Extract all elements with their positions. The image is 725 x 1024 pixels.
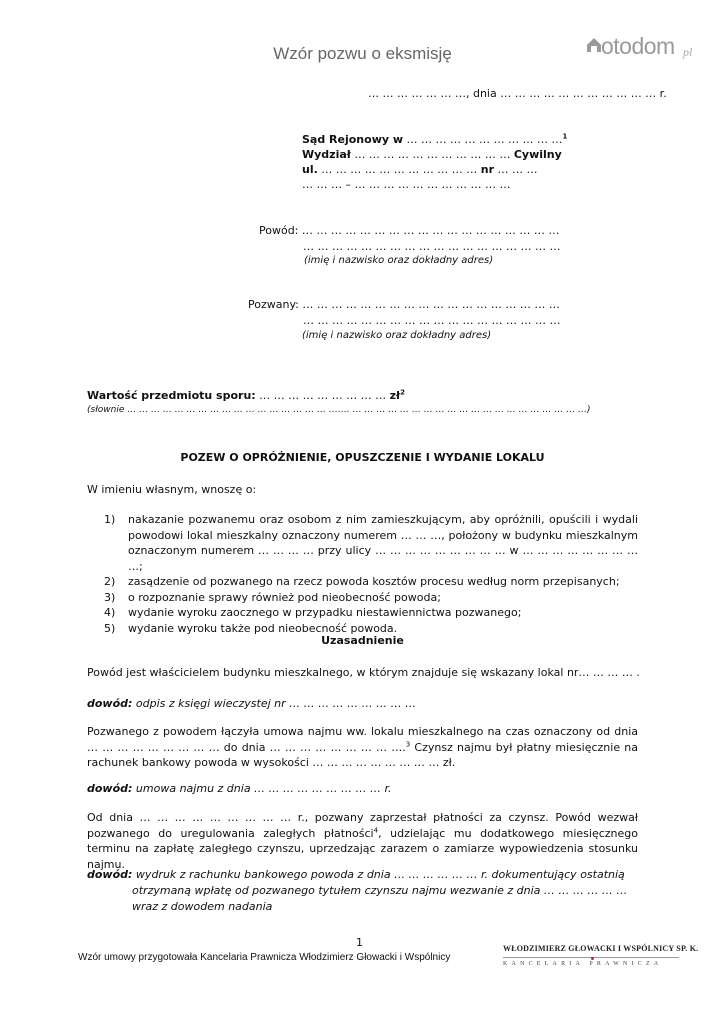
red-dot-icon (591, 957, 594, 960)
evidence-2: dowód: umowa najmu z dnia … … … … … … … … … r. (87, 782, 392, 795)
footnote-ref-3: 3 (405, 739, 411, 748)
defendant-caption: (imię i nazwisko oraz dokładny adres) (302, 330, 492, 341)
list-item: 2) zasądzenie od pozwanego na rzecz powoda kosztów procesu według norm przepisanych; (104, 575, 620, 588)
document-header-title: Wzór pozwu o eksmisję (273, 44, 452, 63)
otodom-logo (585, 33, 710, 63)
list-item: 4) wydanie wyroku zaocznego w przypadku niestawiennictwa pozwanego; (104, 606, 522, 619)
logo-text: otodom (601, 33, 675, 59)
evidence-3-line-1: dowód: wydruk z rachunku bankowego powoda z dnia … … … … … … r. dokumentujący ostatnią (87, 868, 625, 881)
evidence-1: dowód: odpis z księgi wieczystej nr … … … … … … … … … (87, 697, 417, 710)
requests-list (104, 512, 638, 636)
paragraph-lease: Pozwanego z powodem łączyła umowa najmu ww. lokalu mieszkalnego na czas oznaczony od dnia … … … … … … … … … do dnia … … … … … … … … ….$^3$ Czynsz najmu był płatny miesięcznie na rachunek bankowy powoda w wysokości … … … … … … … … … zł. (87, 725, 638, 769)
justification-heading: Uzasadnienie (321, 634, 404, 647)
firm-name: WŁODZIMIERZ GŁOWACKI I WSPÓLNICY SP. K. (503, 944, 699, 953)
paragraph-ownership: Powód jest właścicielem budynku mieszkalnego, w którym znajduje się wskazany lokal nr… … … … . (87, 666, 640, 679)
court-line-1: Sąd Rejonowy w … … … … … … … … … … …$^1$ (302, 132, 568, 146)
law-firm-logo (503, 944, 699, 967)
list-item: 1) nakazanie pozwanemu oraz osobom z nim zamieszkującym, aby opróżnili, opuścili i wydali powodowi lokal mieszkalny oznaczony numerem … … …, położony w budynku mieszkalnym oznaczonym numerem … … … … przy ulicy … … … … … … … … … w … … … … … … … … …; (104, 513, 638, 573)
document-title: POZEW O OPRÓŻNIENIE, OPUSZCZENIE I WYDANIE LOKALU (180, 451, 545, 464)
plaintiff-line-1: Powód: … … … … … … … … … … … … … … … … … … (259, 224, 560, 237)
court-line-4: … … … – … … … … … … … … … … … (302, 178, 511, 191)
evidence-3-line-3: wraz z dowodem nadania (132, 900, 273, 913)
dispute-value-words: (słownie … … … … … … … … … … … … … … … … … ……. … … … … … … … … … … … … … … … … … … … …) (87, 405, 591, 415)
plaintiff-line-2: … … … … … … … … … … … … … … … … … … (303, 240, 561, 253)
intro-text: W imieniu własnym, wnoszę o: (87, 483, 257, 496)
place-date-line: … … … … … … …, dnia … … … … … … … … … … … r. (368, 87, 667, 100)
logo-suffix: pl (683, 45, 693, 59)
list-item: 3) o rozpoznanie sprawy również pod nieobecność powoda; (104, 590, 441, 604)
footnote-ref-4: 4 (373, 825, 379, 834)
footer-credit: Wzór umowy przygotowała Kancelaria Prawnicza Włodzimierz Głowacki i Wspólnicy (78, 952, 451, 963)
firm-subtitle: KANCELARIA PRAWNICZA (503, 961, 663, 967)
plaintiff-caption: (imię i nazwisko oraz dokładny adres) (304, 255, 494, 266)
page-number: 1 (356, 936, 363, 949)
defendant-line-2: … … … … … … … … … … … … … … … … … … (303, 314, 561, 327)
court-line-3: ul. … … … … … … … … … … … nr … … … (302, 163, 538, 176)
paragraph-nonpayment: Od dnia … … … … … … … … … r., pozwany zaprzestał płatności za czynsz. Powód wezwał pozwanego do uregulowania zaległych płatności$^4$, udzielając mu dodatkowego miesięcznego terminu na zapłatę zaległego czynszu, uprzedzając zarazem o zamiarze wypowiedzenia stosunku najmu. (87, 811, 638, 871)
list-item: 5) wydanie wyroku także pod nieobecność powoda. (104, 621, 398, 635)
footnote-ref-2: 2 (400, 388, 406, 397)
footnote-ref-1: 1 (562, 132, 568, 141)
defendant-line-1: Pozwany: … … … … … … … … … … … … … … … … … … (248, 298, 560, 311)
evidence-3-line-2: otrzymaną wpłatę od pozwanego tytułem czynszu najmu wezwanie z dnia … … … … … … (132, 884, 628, 897)
court-line-2: Wydział … … … … … … … … … … … Cywilny (302, 148, 562, 161)
defendant-label: Pozwany: (248, 298, 299, 311)
plaintiff-label: Powód: (259, 224, 299, 237)
dispute-value-line: Wartość przedmiotu sporu: … … … … … … … … … $zł^2$ (87, 388, 406, 402)
